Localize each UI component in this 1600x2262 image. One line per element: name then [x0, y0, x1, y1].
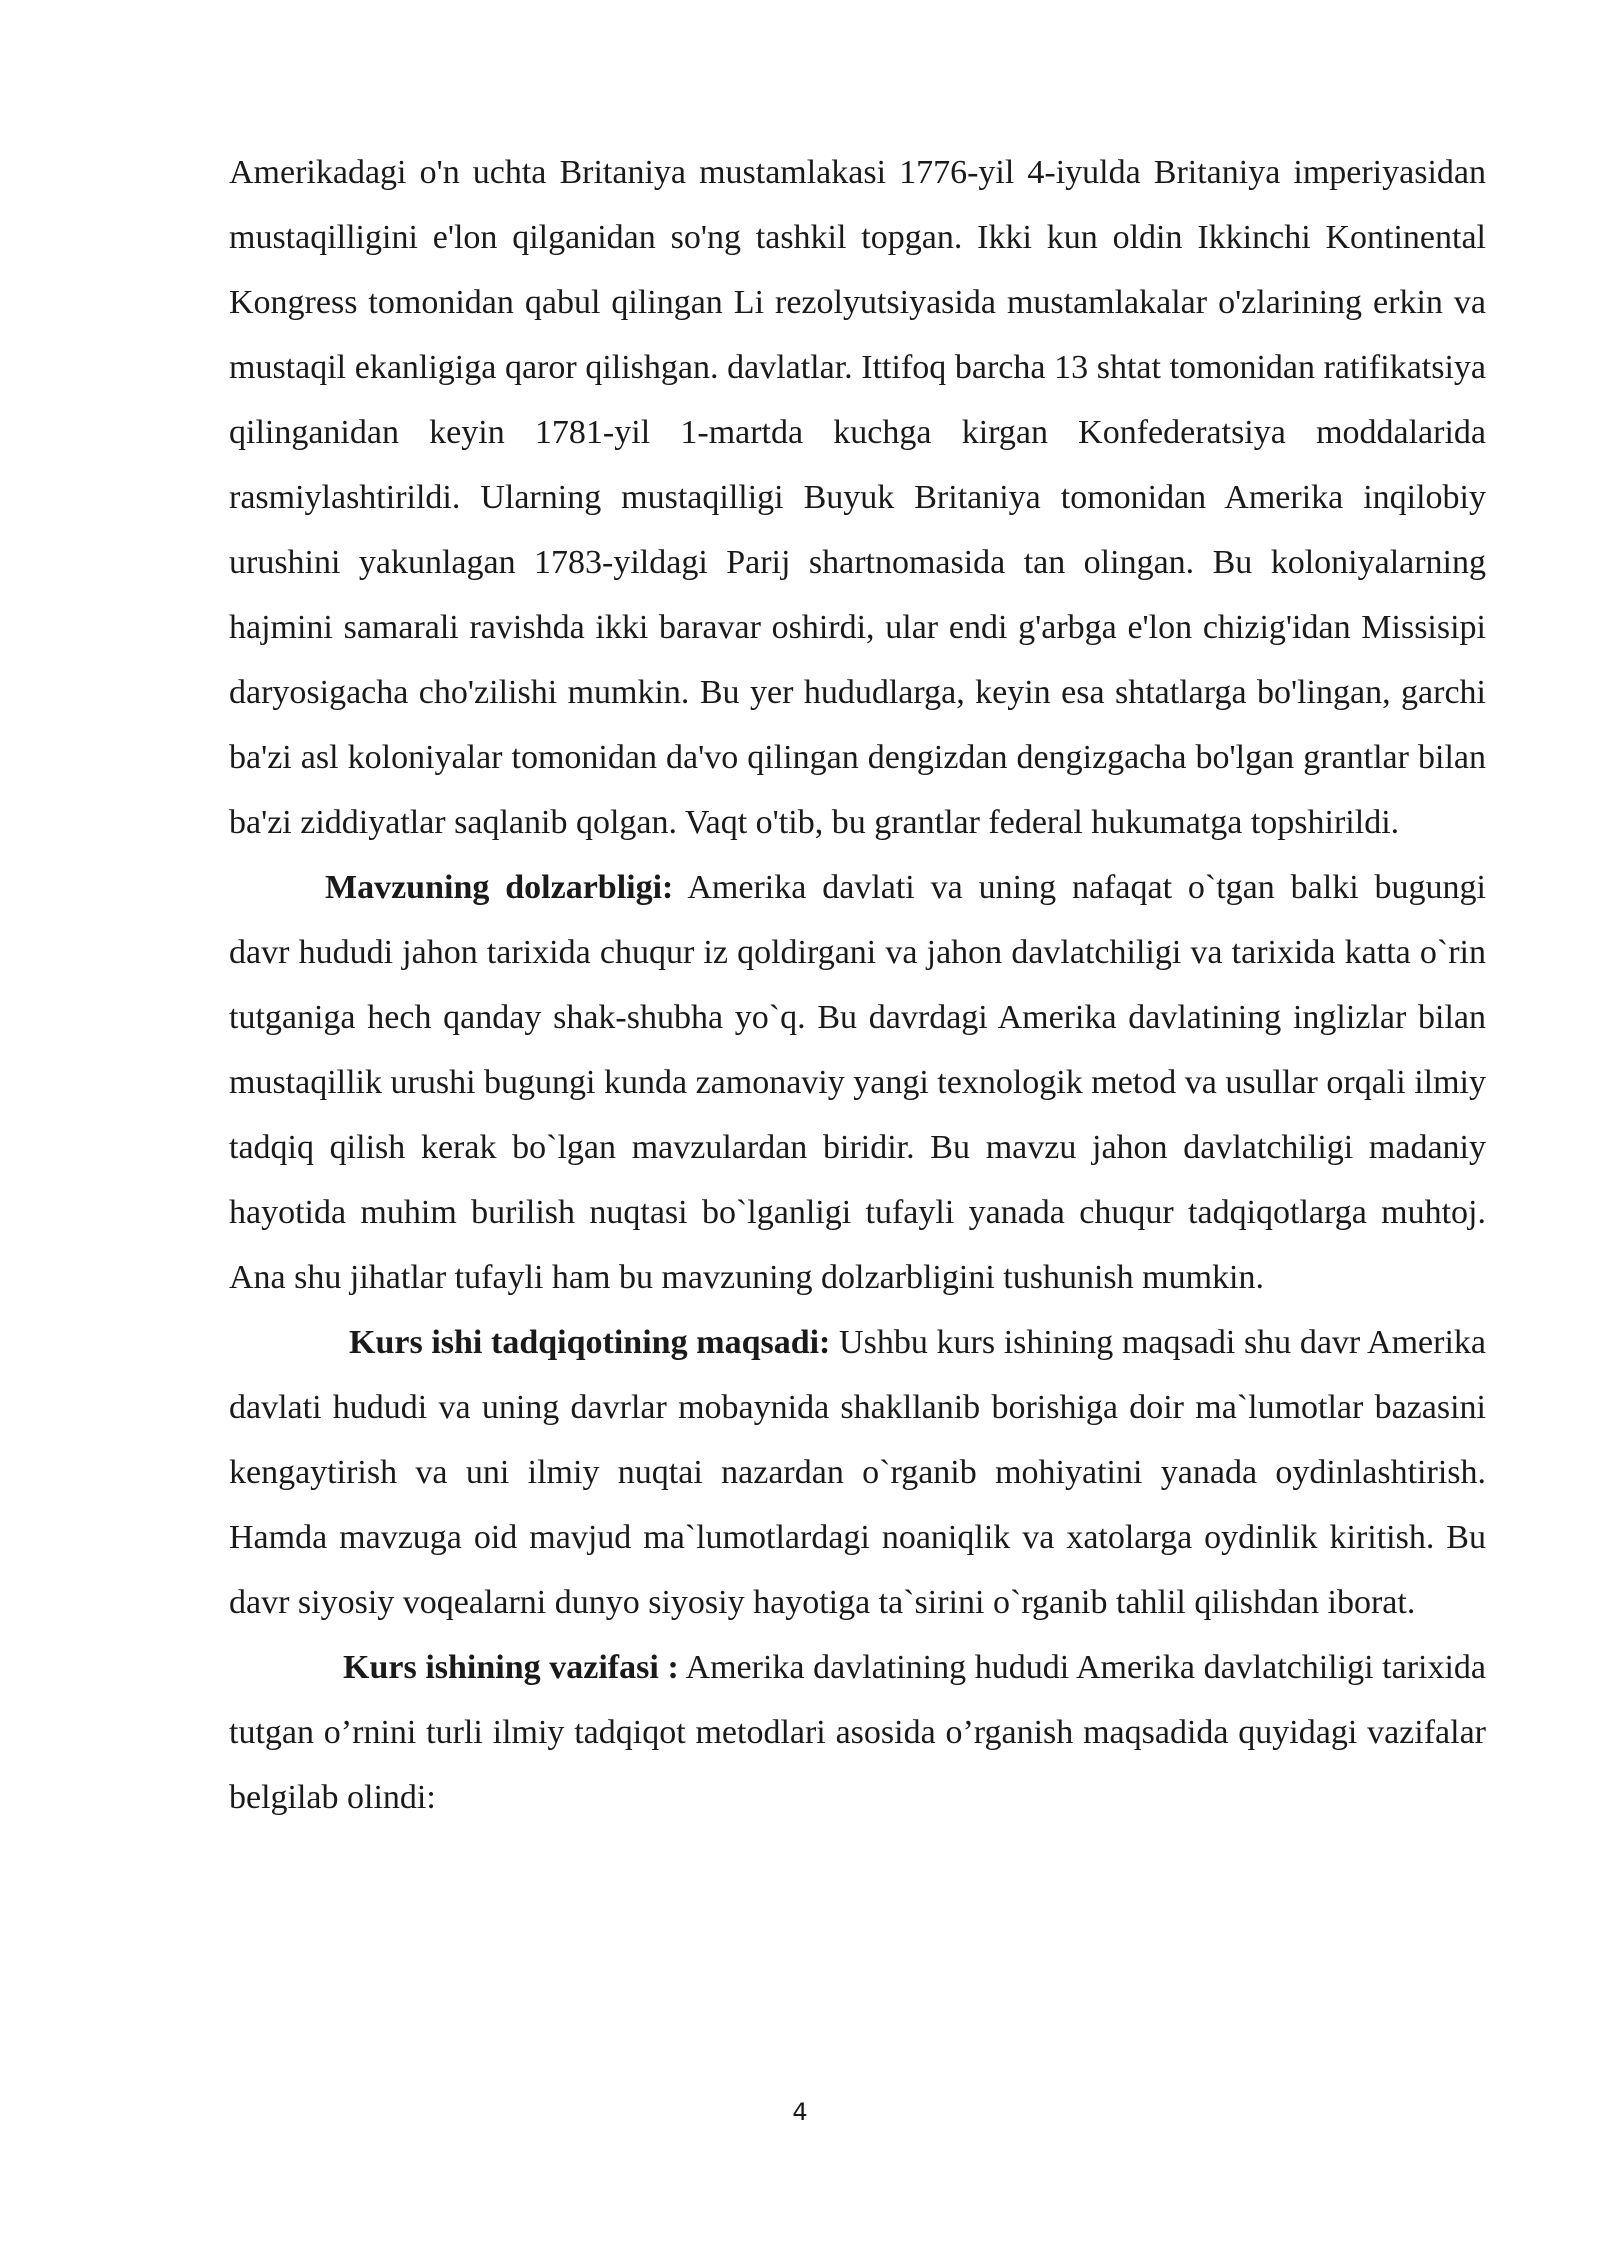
- relevance-heading: Mavzuning dolzarbligi:: [325, 869, 674, 906]
- goal-text: Ushbu kurs ishining maqsadi shu davr Amerika davlati hududi va uning davrlar mobaynida shakllanib borishiga doir ma`lumotlar bazasini kengaytirish va uni ilmiy nuqtai nazardan o`rganib mohiyatini yanada oydinlashtirish. Hamda mavzuga oid mavjud ma`lumotlardagi noaniqlik va xatolarga oydinlik kiritish. Bu davr siyosiy voqealarni dunyo siyosiy hayotiga ta`sirini o`rganib tahlil qilishdan iborat.: [229, 1324, 1486, 1621]
- paragraph-intro-text: Amerikadagi o'n uchta Britaniya mustamlakasi 1776-yil 4-iyulda Britaniya imperiyasidan mustaqilligini e'lon qilganidan so'ng tashkil topgan. Ikki kun oldin Ikkinchi Kontinental Kongress tomonidan qabul qilingan Li rezolyutsiyasida mustamlakalar o'zlarining erkin va mustaqil ekanligiga qaror qilishgan. davlatlar. Ittifoq barcha 13 shtat tomonidan ratifikatsiya qilinganidan keyin 1781-yil 1-martda kuchga kirgan Konfederatsiya moddalarida rasmiylashtirildi. Ularning mustaqilligi Buyuk Britaniya tomonidan Amerika inqilobiy urushini yakunlagan 1783-yildagi Parij shartnomasida tan olingan. Bu koloniyalarning hajmini samarali ravishda ikki baravar oshirdi, ular endi g'arbga e'lon chizig'idan Missisipi daryosigacha cho'zilishi mumkin. Bu yer hududlarga, keyin esa shtatlarga bo'lingan, garchi ba'zi asl koloniyalar tomonidan da'vo qilingan dengizdan dengizgacha bo'lgan grantlar bilan ba'zi ziddiyatlar saqlanib qolgan. Vaqt o'tib, bu grantlar federal hukumatga topshirildi.: [229, 154, 1486, 841]
- paragraph-goal: [229, 1310, 1486, 1635]
- page-number: 4: [792, 2098, 808, 2126]
- paragraph-tasks: [229, 1635, 1486, 1830]
- paragraph-intro: [229, 140, 1486, 855]
- tasks-heading: Kurs ishining vazifasi :: [343, 1649, 679, 1686]
- page-body: [229, 140, 1486, 1830]
- paragraph-relevance: [229, 855, 1486, 1310]
- goal-heading: Kurs ishi tadqiqotining maqsadi:: [349, 1324, 831, 1361]
- relevance-text: Amerika davlati va uning nafaqat o`tgan balki bugungi davr hududi jahon tarixida chuqur iz qoldirgani va jahon davlatchiligi va tarixida katta o`rin tutganiga hech qanday shak-shubha yo`q. Bu davrdagi Amerika davlatining inglizlar bilan mustaqillik urushi bugungi kunda zamonaviy yangi texnologik metod va usullar orqali ilmiy tadqiq qilish kerak bo`lgan mavzulardan biridir. Bu mavzu jahon davlatchiligi madaniy hayotida muhim burilish nuqtasi bo`lganligi tufayli yanada chuqur tadqiqotlarga muhtoj. Ana shu jihatlar tufayli ham bu mavzuning dolzarbligini tushunish mumkin.: [229, 869, 1486, 1296]
- tasks-text: Amerika davlatining hududi Amerika davlatchiligi tarixida tutgan o’rnini turli ilmiy tadqiqot metodlari asosida o’rganish maqsadida quyidagi vazifalar belgilab olindi:: [229, 1649, 1487, 1816]
